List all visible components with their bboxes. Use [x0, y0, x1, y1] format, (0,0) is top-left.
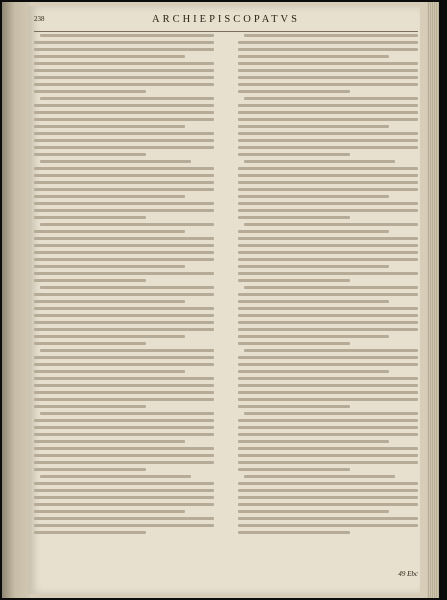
text-line-placeholder — [238, 489, 418, 492]
text-line-placeholder — [238, 41, 418, 44]
text-line-placeholder — [34, 510, 185, 513]
text-line-placeholder — [34, 188, 214, 191]
text-line-placeholder — [34, 146, 214, 149]
text-line-placeholder — [34, 258, 214, 261]
text-line-placeholder — [238, 174, 418, 177]
text-line-placeholder — [34, 447, 214, 450]
text-line-placeholder — [238, 398, 418, 401]
text-line-placeholder — [34, 237, 214, 240]
text-line-placeholder — [34, 139, 214, 142]
text-line-placeholder — [34, 461, 214, 464]
text-line-placeholder — [40, 286, 214, 289]
header-rule — [34, 31, 418, 32]
text-line-placeholder — [238, 272, 418, 275]
text-line-placeholder — [34, 41, 214, 44]
text-line-placeholder — [34, 440, 185, 443]
text-line-placeholder — [34, 503, 214, 506]
text-line-placeholder — [238, 384, 418, 387]
text-line-placeholder — [244, 160, 395, 163]
text-line-placeholder — [238, 440, 389, 443]
text-line-placeholder — [238, 167, 418, 170]
text-line-placeholder — [244, 286, 418, 289]
text-line-placeholder — [238, 468, 350, 471]
text-line-placeholder — [244, 349, 418, 352]
text-line-placeholder — [34, 265, 185, 268]
text-line-placeholder — [34, 307, 214, 310]
text-line-placeholder — [238, 181, 418, 184]
page-footer — [34, 570, 418, 582]
text-column-right — [238, 34, 418, 566]
text-line-placeholder — [238, 216, 350, 219]
text-line-placeholder — [244, 97, 418, 100]
text-line-placeholder — [34, 55, 185, 58]
text-line-placeholder — [238, 139, 418, 142]
text-line-placeholder — [34, 48, 214, 51]
text-line-placeholder — [34, 419, 214, 422]
text-line-placeholder — [34, 328, 214, 331]
page-fore-edge — [427, 2, 439, 598]
text-line-placeholder — [34, 300, 185, 303]
text-line-placeholder — [238, 265, 389, 268]
text-line-placeholder — [34, 321, 214, 324]
text-line-placeholder — [34, 132, 214, 135]
text-line-placeholder — [244, 412, 418, 415]
text-column-left — [34, 34, 214, 566]
text-line-placeholder — [34, 279, 146, 282]
text-line-placeholder — [238, 461, 418, 464]
text-line-placeholder — [238, 83, 418, 86]
text-line-placeholder — [34, 391, 214, 394]
text-line-placeholder — [34, 83, 214, 86]
text-line-placeholder — [34, 482, 214, 485]
page-header — [34, 14, 418, 28]
text-line-placeholder — [238, 230, 389, 233]
text-line-placeholder — [238, 279, 350, 282]
text-line-placeholder — [238, 314, 418, 317]
text-line-placeholder — [238, 356, 418, 359]
text-line-placeholder — [238, 342, 350, 345]
text-line-placeholder — [34, 377, 214, 380]
text-line-placeholder — [238, 258, 418, 261]
text-line-placeholder — [34, 230, 185, 233]
text-line-placeholder — [238, 405, 350, 408]
text-line-placeholder — [238, 55, 389, 58]
text-line-placeholder — [238, 132, 418, 135]
text-line-placeholder — [238, 482, 418, 485]
text-line-placeholder — [238, 76, 418, 79]
text-line-placeholder — [238, 447, 418, 450]
text-line-placeholder — [34, 118, 214, 121]
text-line-placeholder — [34, 209, 214, 212]
text-line-placeholder — [34, 398, 214, 401]
text-line-placeholder — [238, 531, 350, 534]
text-line-placeholder — [238, 237, 418, 240]
text-line-placeholder — [238, 419, 418, 422]
text-line-placeholder — [34, 181, 214, 184]
text-line-placeholder — [34, 174, 214, 177]
text-line-placeholder — [34, 244, 214, 247]
text-line-placeholder — [40, 160, 191, 163]
text-line-placeholder — [238, 524, 418, 527]
text-line-placeholder — [238, 251, 418, 254]
text-line-placeholder — [40, 349, 214, 352]
text-line-placeholder — [238, 377, 418, 380]
text-line-placeholder — [34, 370, 185, 373]
text-line-placeholder — [238, 111, 418, 114]
text-line-placeholder — [238, 104, 418, 107]
text-line-placeholder — [34, 433, 214, 436]
text-line-placeholder — [238, 328, 418, 331]
text-line-placeholder — [238, 454, 418, 457]
running-title: ARCHIEPISCOPATVS — [152, 14, 300, 25]
text-line-placeholder — [238, 510, 389, 513]
text-line-placeholder — [238, 335, 389, 338]
text-line-placeholder — [238, 125, 389, 128]
text-line-placeholder — [34, 314, 214, 317]
text-line-placeholder — [34, 517, 214, 520]
text-line-placeholder — [238, 293, 418, 296]
text-line-placeholder — [40, 34, 214, 37]
text-line-placeholder — [238, 321, 418, 324]
text-line-placeholder — [238, 391, 418, 394]
text-line-placeholder — [238, 188, 418, 191]
text-line-placeholder — [238, 48, 418, 51]
text-line-placeholder — [238, 503, 418, 506]
text-line-placeholder — [34, 356, 214, 359]
text-line-placeholder — [34, 125, 185, 128]
text-line-placeholder — [34, 524, 214, 527]
text-line-placeholder — [244, 475, 395, 478]
text-line-placeholder — [34, 335, 185, 338]
text-line-placeholder — [238, 209, 418, 212]
text-line-placeholder — [238, 363, 418, 366]
text-line-placeholder — [244, 34, 418, 37]
text-line-placeholder — [34, 531, 146, 534]
text-line-placeholder — [238, 146, 418, 149]
text-line-placeholder — [34, 426, 214, 429]
text-line-placeholder — [34, 104, 214, 107]
text-line-placeholder — [40, 97, 214, 100]
binding-gutter — [2, 2, 30, 598]
text-line-placeholder — [238, 433, 418, 436]
text-line-placeholder — [34, 384, 214, 387]
text-line-placeholder — [238, 62, 418, 65]
text-line-placeholder — [238, 69, 418, 72]
text-line-placeholder — [238, 300, 389, 303]
text-line-placeholder — [238, 426, 418, 429]
catchword-signature: 49 Ebc — [398, 570, 418, 578]
text-line-placeholder — [34, 468, 146, 471]
text-line-placeholder — [34, 111, 214, 114]
text-line-placeholder — [34, 251, 214, 254]
text-line-placeholder — [34, 363, 214, 366]
page-number: 238 — [34, 15, 45, 23]
text-line-placeholder — [238, 195, 389, 198]
text-line-placeholder — [238, 370, 389, 373]
text-line-placeholder — [34, 195, 185, 198]
text-line-placeholder — [40, 412, 214, 415]
text-line-placeholder — [34, 90, 146, 93]
text-line-placeholder — [34, 202, 214, 205]
text-line-placeholder — [34, 405, 146, 408]
text-line-placeholder — [34, 167, 214, 170]
text-line-placeholder — [34, 69, 214, 72]
text-line-placeholder — [34, 62, 214, 65]
text-line-placeholder — [34, 76, 214, 79]
text-line-placeholder — [34, 342, 146, 345]
text-line-placeholder — [34, 496, 214, 499]
text-line-placeholder — [34, 454, 214, 457]
text-line-placeholder — [34, 489, 214, 492]
text-line-placeholder — [34, 216, 146, 219]
text-line-placeholder — [238, 90, 350, 93]
text-line-placeholder — [238, 496, 418, 499]
text-line-placeholder — [40, 475, 191, 478]
text-line-placeholder — [34, 153, 146, 156]
text-line-placeholder — [34, 272, 214, 275]
text-line-placeholder — [238, 517, 418, 520]
text-line-placeholder — [40, 223, 214, 226]
text-line-placeholder — [238, 244, 418, 247]
text-line-placeholder — [238, 307, 418, 310]
text-line-placeholder — [238, 118, 418, 121]
text-line-placeholder — [244, 223, 418, 226]
text-line-placeholder — [34, 293, 214, 296]
text-line-placeholder — [238, 202, 418, 205]
text-line-placeholder — [238, 153, 350, 156]
